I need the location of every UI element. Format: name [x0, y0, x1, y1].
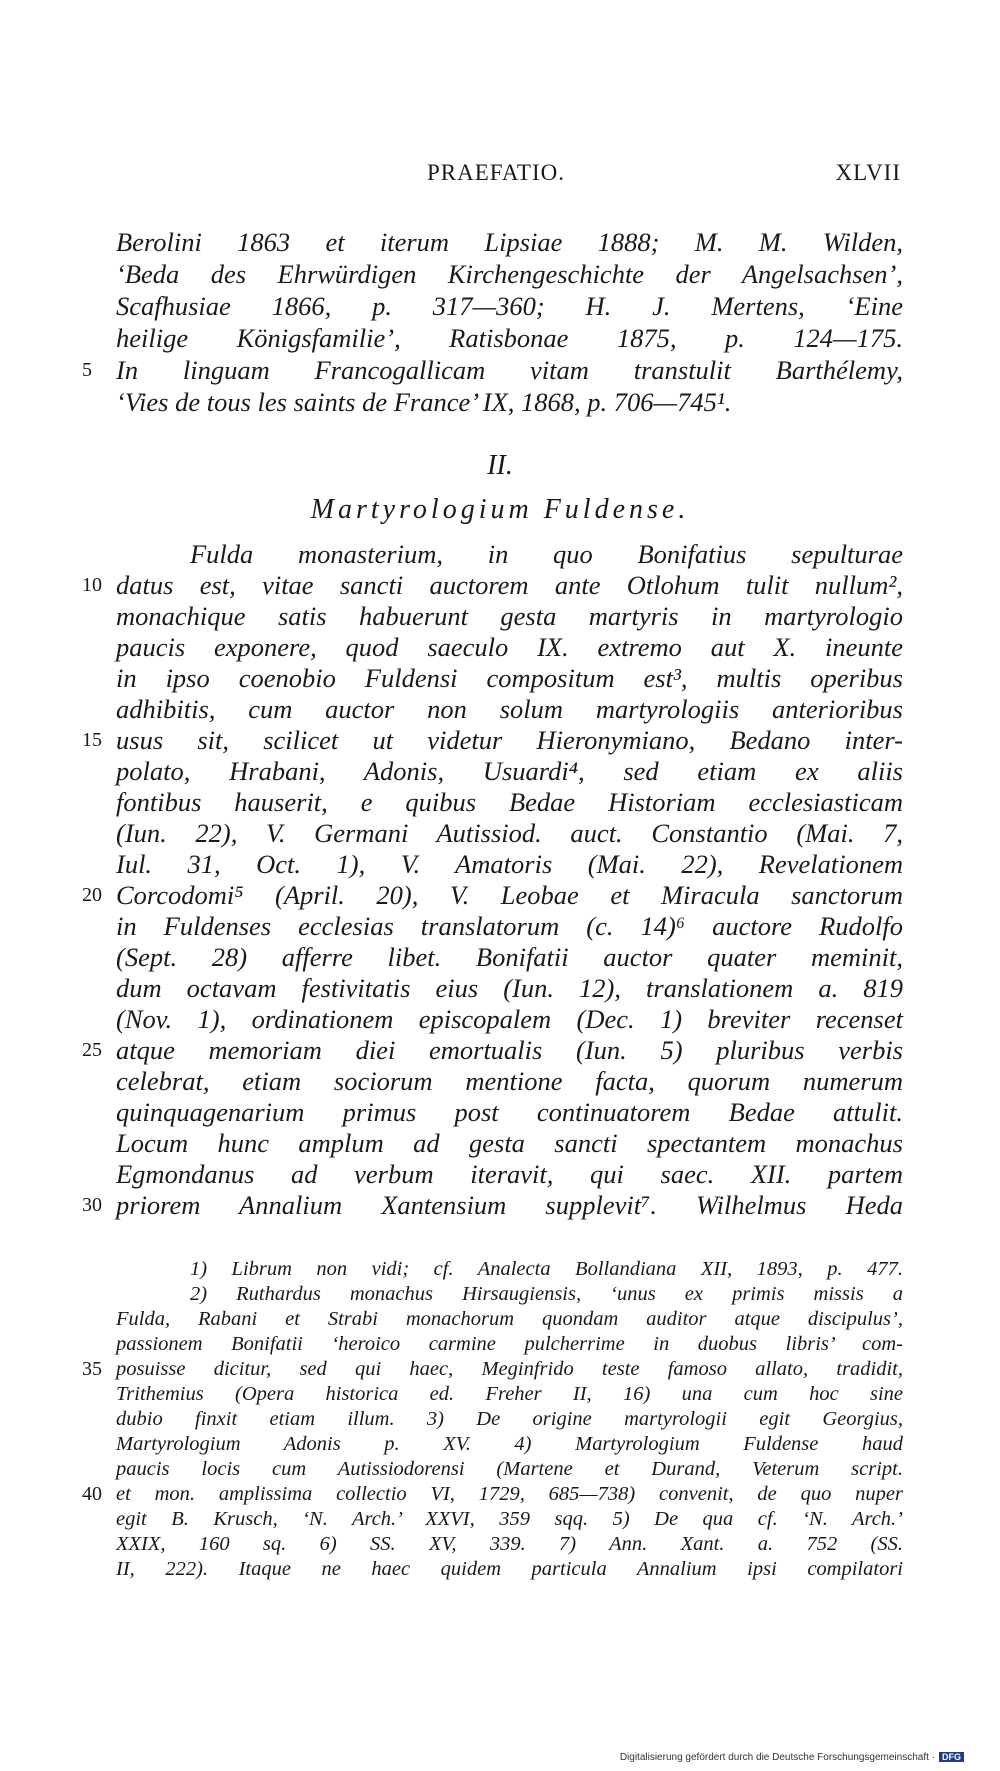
footnote-line: Martyrologium Adonis p. XV. 4) Martyrologium Fuldense haud — [116, 1433, 903, 1455]
text-line: Iul. 31, Oct. 1), V. Amatoris (Mai. 22), Revelationem — [116, 849, 903, 879]
text-line: celebrat, etiam sociorum mentione facta, quorum numerum — [116, 1066, 903, 1096]
line-number: 20 — [82, 884, 102, 906]
text-line: Egmondanus ad verbum iteravit, qui saec. XII. partem — [116, 1159, 903, 1189]
section-number: II. — [487, 450, 513, 481]
text-line: atque memoriam diei emortualis (Iun. 5) pluribus verbis — [116, 1035, 903, 1065]
line-number: 30 — [82, 1194, 102, 1216]
text-line: paucis exponere, quod saeculo IX. extremo aut X. ineunte — [116, 632, 903, 662]
text-line: (Nov. 1), ordinationem episcopalem (Dec. 1) breviter recenset — [116, 1004, 903, 1034]
text-line: Berolini 1863 et iterum Lipsiae 1888; M. M. Wilden, — [116, 227, 903, 257]
footnote-line: dubio finxit etiam illum. 3) De origine martyrologii egit Georgius, — [116, 1408, 903, 1430]
text-line: in ipso coenobio Fuldensi compositum est³, multis operibus — [116, 663, 903, 693]
text-line: datus est, vitae sancti auctorem ante Otlohum tulit nullum², — [116, 570, 903, 600]
footnote-line: et mon. amplissima collectio VI, 1729, 685—738) convenit, de quo nuper — [116, 1483, 903, 1505]
text-line: usus sit, scilicet ut videtur Hieronymiano, Bedano inter- — [116, 725, 903, 755]
line-number: 15 — [82, 729, 102, 751]
line-number: 35 — [82, 1358, 102, 1380]
page-number: XLVII — [835, 160, 901, 185]
text-line: (Iun. 22), V. Germani Autissiod. auct. Constantio (Mai. 7, — [116, 818, 903, 848]
text-line: polato, Hrabani, Adonis, Usuardi⁴, sed etiam ex aliis — [116, 756, 903, 786]
text-line: dum octavam festivitatis eius (Iun. 12), translationem a. 819 — [116, 973, 903, 1003]
text-line: ‘Vies de tous les saints de France’ IX, 1868, p. 706—745¹. — [116, 387, 732, 417]
text-line: (Sept. 28) afferre libet. Bonifatii auctor quater meminit, — [116, 942, 903, 972]
footnote-line: II, 222). Itaque ne haec quidem particula Annalium ipsi compilatori — [116, 1558, 903, 1580]
text-line: Corcodomi⁵ (April. 20), V. Leobae et Miracula sanctorum — [116, 880, 903, 910]
text-line: fontibus hauserit, e quibus Bedae Historiam ecclesiasticam — [116, 787, 903, 817]
dfg-logo: DFG — [939, 1752, 964, 1762]
footnote-line: Trithemius (Opera historica ed. Freher II, 16) una cum hoc sine — [116, 1383, 903, 1405]
text-line: heilige Königsfamilie’, Ratisbonae 1875, p. 124—175. — [116, 323, 903, 353]
text-line: Fulda monasterium, in quo Bonifatius sepulturae — [190, 539, 903, 569]
digitization-credit — [620, 1752, 964, 1763]
text-line: ‘Beda des Ehrwürdigen Kirchengeschichte der Angelsachsen’, — [116, 259, 903, 289]
text-line: In linguam Francogallicam vitam transtulit Barthélemy, — [116, 355, 903, 385]
footnote-line: egit B. Krusch, ‘N. Arch.’ XXVI, 359 sqq. 5) De qua cf. ‘N. Arch.’ — [116, 1508, 903, 1530]
running-head — [0, 160, 1000, 190]
text-line: monachique satis habuerunt gesta martyris in martyrologio — [116, 601, 903, 631]
line-number: 40 — [82, 1483, 102, 1505]
section-title: Martyrologium Fuldense. — [310, 494, 690, 525]
text-line: priorem Annalium Xantensium supplevit⁷. Wilhelmus Heda — [116, 1190, 903, 1220]
footnote-line: passionem Bonifatii ‘heroico carmine pulcherrime in duobus libris’ com- — [116, 1333, 903, 1355]
text-line: Locum hunc amplum ad gesta sancti spectantem monachus — [116, 1128, 903, 1158]
footnote-line: Fulda, Rabani et Strabi monachorum quondam auditor atque discipulus’, — [116, 1308, 903, 1330]
text-line: quinquagenarium primus post continuatorem Bedae attulit. — [116, 1097, 903, 1127]
text-line: in Fuldenses ecclesias translatorum (c. 14)⁶ auctore Rudolfo — [116, 911, 903, 941]
line-number: 5 — [82, 359, 92, 381]
footnote-line: XXIX, 160 sq. 6) SS. XV, 339. 7) Ann. Xant. a. 752 (SS. — [116, 1533, 903, 1555]
footnote-line: posuisse dicitur, sed qui haec, Meginfrido teste famoso allato, tradidit, — [116, 1358, 903, 1380]
running-title: PRAEFATIO. — [427, 160, 566, 185]
footnote-line: paucis locis cum Autissiodorensi (Martene et Durand, Veterum script. — [116, 1458, 903, 1480]
text-line: adhibitis, cum auctor non solum martyrologiis anterioribus — [116, 694, 903, 724]
credit-text: Digitalisierung gefördert durch die Deutsche Forschungsgemeinschaft · — [619, 1752, 935, 1763]
line-number: 10 — [82, 574, 102, 596]
footnote-line: 2) Ruthardus monachus Hirsaugiensis, ‘unus ex primis missis a — [190, 1283, 903, 1305]
text-line: Scafhusiae 1866, p. 317—360; H. J. Mertens, ‘Eine — [116, 291, 903, 321]
footnote-line: 1) Librum non vidi; cf. Analecta Bollandiana XII, 1893, p. 477. — [190, 1258, 903, 1280]
line-number: 25 — [82, 1039, 102, 1061]
